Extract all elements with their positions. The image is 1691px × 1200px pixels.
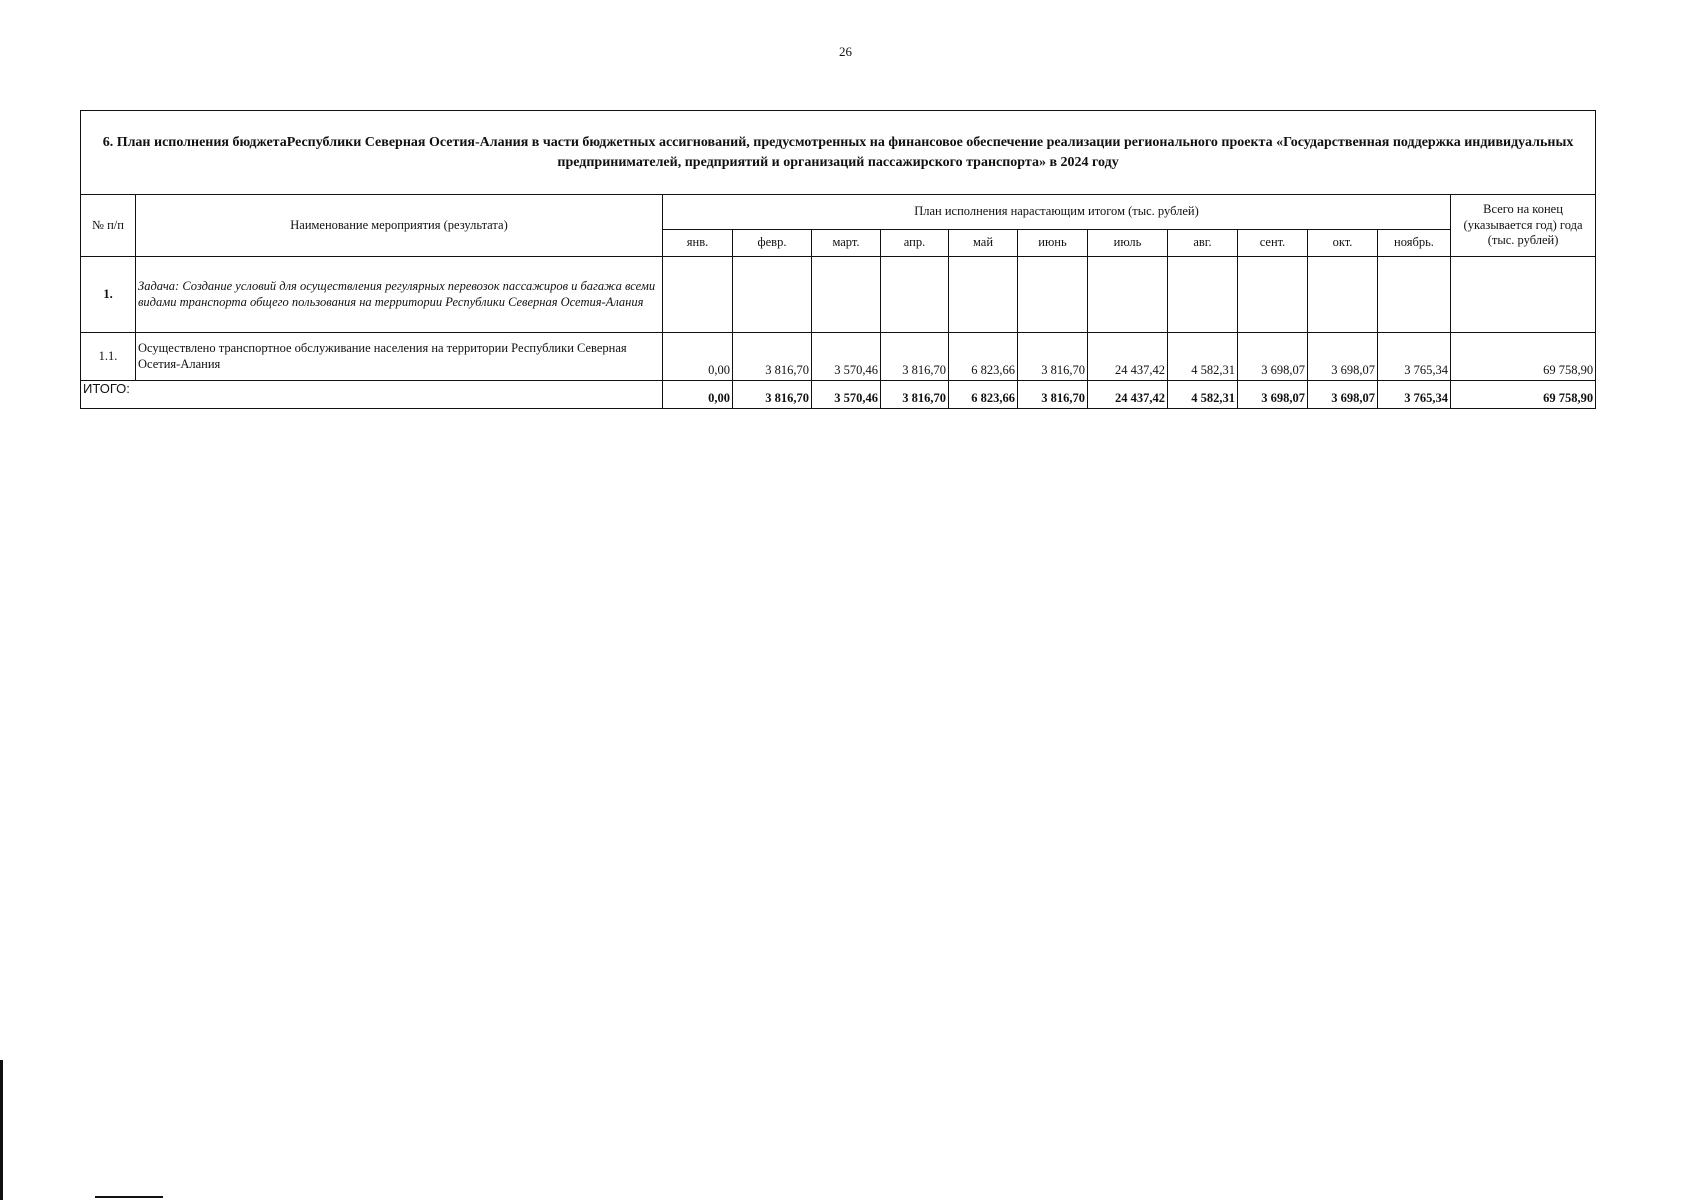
total-value-cell: 3 570,46 <box>812 381 881 409</box>
empty-cell <box>733 257 812 333</box>
empty-cell <box>1378 257 1451 333</box>
table-row <box>81 333 1596 381</box>
total-row <box>81 381 1596 409</box>
value-cell: 3 570,46 <box>812 333 881 381</box>
month-header: июнь <box>1018 230 1088 257</box>
grand-total-cell: 69 758,90 <box>1451 381 1596 409</box>
empty-cell <box>1451 257 1596 333</box>
empty-cell <box>663 257 733 333</box>
row-num: 1.1. <box>81 333 136 381</box>
table-row <box>81 257 1596 333</box>
table-title: 6. План исполнения бюджетаРеспублики Северная Осетия-Алания в части бюджетных ассигнований, предусмотренных на финансовое обеспечение реализации регионального проекта «Государственная поддержка индивидуальных предпринимателей, предприятий и организаций пассажирского транспорта» в 2024 году <box>81 111 1596 195</box>
total-value-cell: 3 816,70 <box>1018 381 1088 409</box>
month-header: авг. <box>1168 230 1238 257</box>
month-header: май <box>949 230 1018 257</box>
title-row <box>81 111 1596 195</box>
total-value-cell: 3 698,07 <box>1238 381 1308 409</box>
budget-plan-table <box>80 110 1596 409</box>
scan-edge-mark <box>0 1060 3 1200</box>
month-header: ноябрь. <box>1378 230 1451 257</box>
col-name-header: Наименование мероприятия (результата) <box>136 195 663 257</box>
result-name: Осуществлено транспортное обслуживание населения на территории Республики Северная Осетия-Алания <box>136 333 663 381</box>
value-cell: 6 823,66 <box>949 333 1018 381</box>
value-cell: 3 698,07 <box>1308 333 1378 381</box>
value-cell: 4 582,31 <box>1168 333 1238 381</box>
value-cell: 3 698,07 <box>1238 333 1308 381</box>
scan-line-mark <box>95 1196 163 1198</box>
page-number: 26 <box>839 44 852 59</box>
empty-cell <box>1238 257 1308 333</box>
month-header: янв. <box>663 230 733 257</box>
month-header: март. <box>812 230 881 257</box>
value-cell: 3 816,70 <box>733 333 812 381</box>
col-plan-header: План исполнения нарастающим итогом (тыс. рублей) <box>663 195 1451 230</box>
total-value-cell: 0,00 <box>663 381 733 409</box>
month-header: сент. <box>1238 230 1308 257</box>
month-header: окт. <box>1308 230 1378 257</box>
col-total-header: Всего на конец (указывается год) года (тыс. рублей) <box>1451 195 1596 257</box>
value-cell: 24 437,42 <box>1088 333 1168 381</box>
empty-cell <box>1088 257 1168 333</box>
empty-cell <box>1308 257 1378 333</box>
total-value-cell: 6 823,66 <box>949 381 1018 409</box>
value-cell: 3 816,70 <box>881 333 949 381</box>
empty-cell <box>1018 257 1088 333</box>
month-header: апр. <box>881 230 949 257</box>
empty-cell <box>949 257 1018 333</box>
row-total-cell: 69 758,90 <box>1451 333 1596 381</box>
month-header: июль <box>1088 230 1168 257</box>
total-value-cell: 3 816,70 <box>733 381 812 409</box>
month-header: февр. <box>733 230 812 257</box>
value-cell: 3 816,70 <box>1018 333 1088 381</box>
total-label: ИТОГО: <box>81 381 663 409</box>
total-value-cell: 24 437,42 <box>1088 381 1168 409</box>
header-row-1 <box>81 195 1596 230</box>
total-value-cell: 3 816,70 <box>881 381 949 409</box>
value-cell: 3 765,34 <box>1378 333 1451 381</box>
empty-cell <box>881 257 949 333</box>
task-name: Задача: Создание условий для осуществления регулярных перевозок пассажиров и багажа всеми видами транспорта общего пользования на территории Республики Северная Осетия-Алания <box>136 257 663 333</box>
empty-cell <box>1168 257 1238 333</box>
total-value-cell: 4 582,31 <box>1168 381 1238 409</box>
col-num-header: № п/п <box>81 195 136 257</box>
value-cell: 0,00 <box>663 333 733 381</box>
total-value-cell: 3 765,34 <box>1378 381 1451 409</box>
total-value-cell: 3 698,07 <box>1308 381 1378 409</box>
empty-cell <box>812 257 881 333</box>
row-num: 1. <box>81 257 136 333</box>
